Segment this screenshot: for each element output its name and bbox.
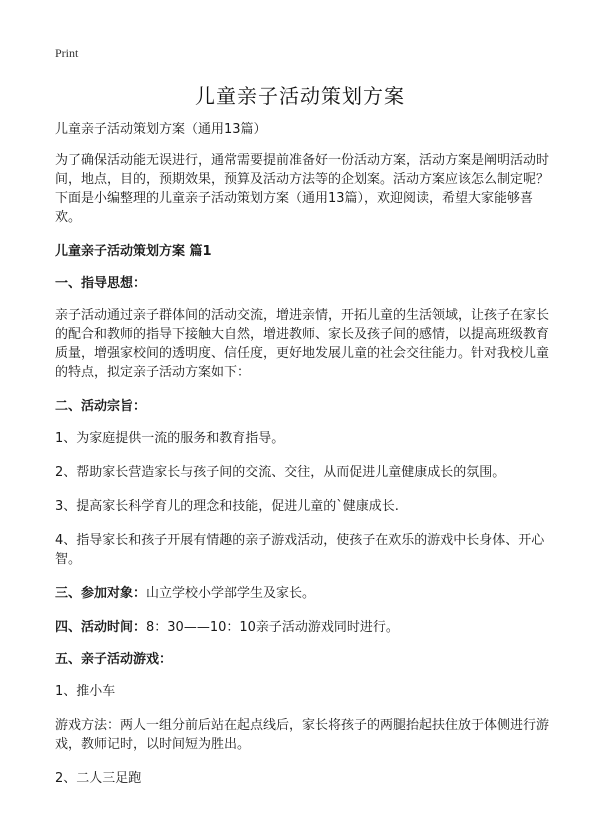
- section-heading-guiding-ideology: 一、指导思想：: [55, 276, 147, 291]
- time-text: 8：30——10：10亲子活动游戏同时进行。: [146, 620, 399, 635]
- purpose-item: 3、提高家长科学育儿的理念和技能，促进儿童的`健康成长.: [55, 499, 399, 514]
- print-label: Print: [55, 46, 79, 60]
- section-heading-participants: 三、参加对象：: [55, 586, 147, 601]
- document-body: [55, 120, 555, 803]
- section-heading-games: 五、亲子活动游戏：: [55, 652, 173, 667]
- document-subtitle: 儿童亲子活动策划方案（通用13篇）: [55, 122, 267, 137]
- game-method: 游戏方法：两人一组分前后站在起点线后，家长将孩子的两腿抬起扶住放于体侧进行游戏，教师记时，以时间短为胜出。: [55, 718, 550, 752]
- intro-paragraph: 为了确保活动能无误进行，通常需要提前准备好一份活动方案，活动方案是阐明活动时间，地点，目的，预期效果，预算及活动方法等的企划案。活动方案应该怎么制定呢？下面是小编整理的儿童亲子活动策划方案（通用13篇），欢迎阅读，希望大家能够喜欢。: [55, 153, 550, 225]
- game-title: 2、二人三足跑: [55, 771, 142, 786]
- game-title: 1、推小车: [55, 684, 116, 699]
- section-participants: [55, 584, 555, 603]
- participants-text: 山立学校小学部学生及家长。: [146, 586, 316, 601]
- section-heading-time: 四、活动时间：: [55, 620, 147, 635]
- purpose-item: 2、帮助家长营造家长与孩子间的交流、交往，从而促进儿童健康成长的氛围。: [55, 465, 506, 480]
- purpose-item: 4、指导家长和孩子开展有情趣的亲子游戏活动，使孩子在欢乐的游戏中长身体、开心智。: [55, 533, 545, 567]
- part-heading: 儿童亲子活动策划方案 篇1: [55, 244, 212, 259]
- section-time: [55, 618, 555, 637]
- purpose-item: 1、为家庭提供一流的服务和教育指导。: [55, 431, 285, 446]
- document-title: 儿童亲子活动策划方案: [195, 84, 405, 108]
- section-heading-purpose: 二、活动宗旨：: [55, 399, 147, 414]
- section-body-guiding-ideology: 亲子活动通过亲子群体间的活动交流，增进亲情，开拓儿童的生活领域，让孩子在家长的配合和教师的指导下接触大自然，增进教师、家长及孩子间的感情，以提高班级教育质量，增强家校间的透明度、信任度，更好地发展儿童的社会交往能力。针对我校儿童的特点，拟定亲子活动方案如下：: [55, 308, 550, 380]
